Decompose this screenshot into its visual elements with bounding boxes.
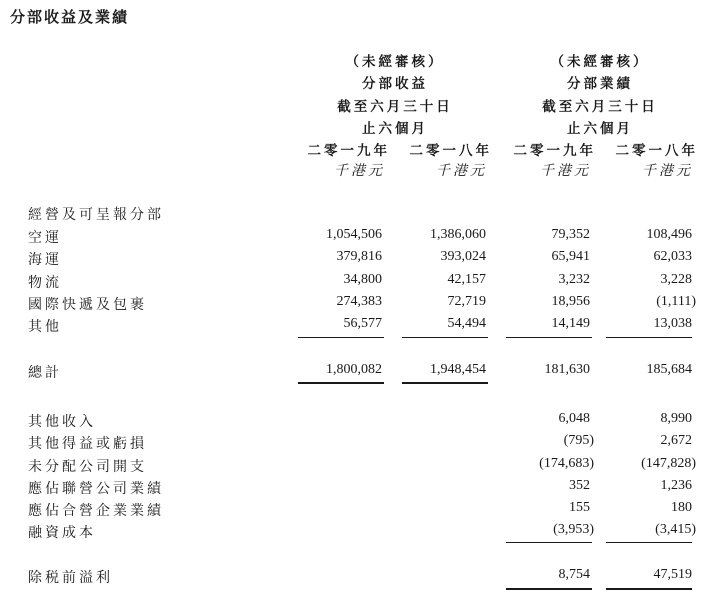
cell-air-rev-2019: 1,054,506 — [326, 227, 382, 242]
row-label-associates: 應佔聯營公司業績 — [28, 481, 164, 497]
cell-logistics-rev-2019: 34,800 — [343, 272, 382, 287]
cell-unallocated-2018: (147,828) — [641, 456, 696, 471]
cell-logistics-res-2019: 3,232 — [558, 272, 590, 287]
section-label: 經營及可呈報分部 — [28, 207, 164, 223]
revenue-header-title: 分部收益 — [362, 76, 428, 92]
cell-ocean-rev-2018: 393,024 — [440, 249, 486, 264]
unit-rev-2019: 千港元 — [334, 163, 385, 179]
unit-rev-2018: 千港元 — [436, 163, 487, 179]
row-label-unallocated-expenses: 未分配公司開支 — [28, 459, 147, 475]
cell-other-income-2018: 8,990 — [660, 411, 692, 426]
cell-profit-2018: 47,519 — [653, 567, 692, 582]
cell-express-rev-2019: 274,383 — [336, 294, 382, 309]
total-rule — [402, 382, 488, 384]
row-label-other: 其他 — [28, 319, 62, 335]
cell-other-income-2019: 6,048 — [558, 411, 590, 426]
revenue-header-months: 止六個月 — [362, 121, 428, 137]
cell-associates-2018: 1,236 — [660, 478, 692, 493]
year-header-res-2018: 二零一八年 — [615, 143, 698, 159]
cell-total-rev-2018: 1,948,454 — [430, 362, 486, 377]
cell-air-res-2018: 108,496 — [646, 227, 692, 242]
cell-express-res-2019: 18,956 — [551, 294, 590, 309]
cell-express-res-2018: (1,111) — [656, 294, 696, 309]
profit-rule — [506, 588, 592, 590]
row-label-other-income: 其他收入 — [28, 414, 96, 430]
cell-express-rev-2018: 72,719 — [447, 294, 486, 309]
total-rule — [298, 382, 384, 384]
cell-other-gains-2018: 2,672 — [660, 433, 692, 448]
cell-finance-costs-2018: (3,415) — [655, 522, 696, 537]
results-header-months: 止六個月 — [567, 121, 633, 137]
year-header-rev-2019: 二零一九年 — [307, 143, 390, 159]
year-header-rev-2018: 二零一八年 — [409, 143, 492, 159]
row-label-finance-costs: 融資成本 — [28, 525, 96, 541]
adjustments-rule — [506, 542, 592, 543]
cell-other-res-2018: 13,038 — [653, 316, 692, 331]
cell-other-gains-2019: (795) — [563, 433, 594, 448]
cell-air-res-2019: 79,352 — [551, 227, 590, 242]
subtotal-rule — [606, 337, 692, 338]
cell-joint-ventures-2019: 155 — [569, 500, 590, 515]
cell-associates-2019: 352 — [569, 478, 590, 493]
revenue-header-period: 截至六月三十日 — [337, 99, 453, 115]
cell-unallocated-2019: (174,683) — [539, 456, 594, 471]
cell-finance-costs-2019: (3,953) — [553, 522, 594, 537]
subtotal-rule — [506, 337, 592, 338]
cell-logistics-res-2018: 3,228 — [660, 272, 692, 287]
page-title: 分部收益及業績 — [10, 8, 130, 26]
cell-ocean-res-2018: 62,033 — [653, 249, 692, 264]
year-header-res-2019: 二零一九年 — [513, 143, 596, 159]
row-label-ocean: 海運 — [28, 252, 62, 268]
cell-other-rev-2019: 56,577 — [343, 316, 382, 331]
cell-profit-2019: 8,754 — [558, 567, 590, 582]
cell-total-res-2019: 181,630 — [544, 362, 590, 377]
cell-other-rev-2018: 54,494 — [447, 316, 486, 331]
row-label-joint-ventures: 應佔合營企業業績 — [28, 503, 164, 519]
row-label-express: 國際快遞及包裹 — [28, 297, 147, 313]
row-label-logistics: 物流 — [28, 275, 62, 291]
profit-rule — [606, 588, 692, 590]
row-label-profit-before-tax: 除税前溢利 — [28, 570, 113, 586]
cell-ocean-rev-2019: 379,816 — [336, 249, 382, 264]
cell-joint-ventures-2018: 180 — [671, 500, 692, 515]
subtotal-rule — [402, 337, 488, 338]
cell-air-rev-2018: 1,386,060 — [430, 227, 486, 242]
cell-logistics-rev-2018: 42,157 — [447, 272, 486, 287]
results-header-period: 截至六月三十日 — [542, 99, 658, 115]
cell-total-res-2018: 185,684 — [646, 362, 692, 377]
row-label-other-gains: 其他得益或虧損 — [28, 436, 147, 452]
subtotal-rule — [298, 337, 384, 338]
row-label-total: 總計 — [28, 365, 62, 381]
cell-other-res-2019: 14,149 — [551, 316, 590, 331]
cell-ocean-res-2019: 65,941 — [551, 249, 590, 264]
adjustments-rule — [606, 542, 692, 543]
results-header-unaudited: （未經審核） — [550, 54, 650, 70]
cell-total-rev-2019: 1,800,082 — [326, 362, 382, 377]
results-header-title: 分部業績 — [567, 76, 633, 92]
row-label-air: 空運 — [28, 230, 62, 246]
revenue-header-unaudited: （未經審核） — [345, 54, 445, 70]
unit-res-2018: 千港元 — [642, 163, 693, 179]
unit-res-2019: 千港元 — [540, 163, 591, 179]
